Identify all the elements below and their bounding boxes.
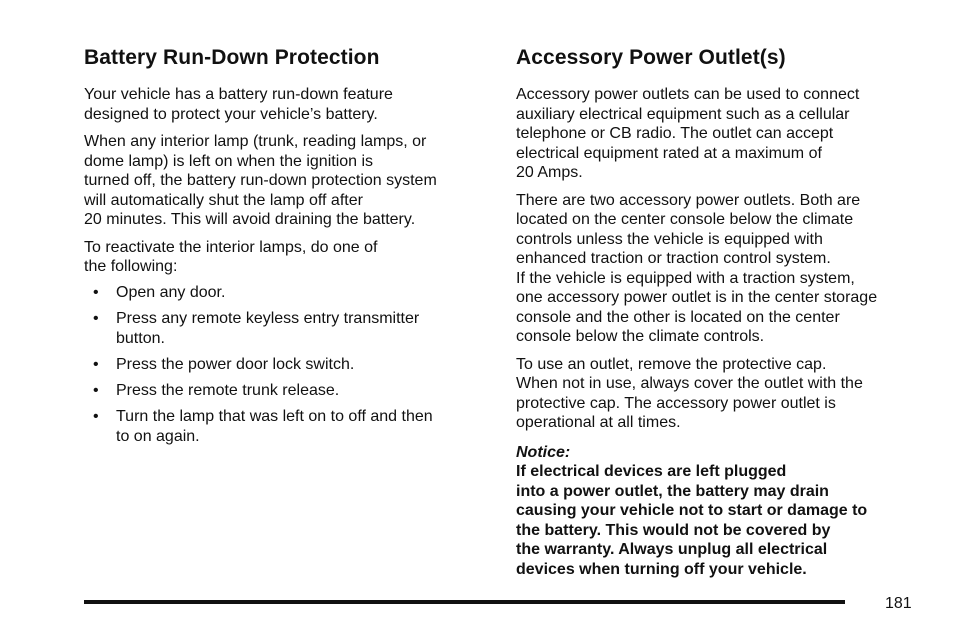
text-line: protective cap. The accessory power outlet is [516,394,836,412]
text-line: dome lamp) is left on when the ignition is [84,152,374,170]
text-line: If electrical devices are left plugged [516,463,787,480]
text-line: Open any door. [116,283,226,301]
reactivate-steps-list [84,283,489,447]
text-line: console and the other is located on the center [516,308,840,326]
text-line: designed to protect your vehicle’s battery. [84,105,378,123]
list-item [84,407,489,447]
outlet-usage-paragraph [516,355,928,433]
text-line: telephone or CB radio. The outlet can accept [516,125,834,142]
text-line: To use an outlet, remove the protective cap. [516,355,827,373]
battery-intro-paragraph [84,85,489,124]
text-line: enhanced traction or traction control system. [516,250,831,267]
text-line: operational at all times. [516,414,681,431]
text-line: Your vehicle has a battery run-down feature [84,86,393,103]
text-line: When not in use, always cover the outlet with the [516,375,863,392]
text-line: 20 minutes. This will avoid draining the battery. [84,211,416,228]
bullet-icon: • [93,407,99,425]
battery-run-down-heading: Battery Run-Down Protection [84,46,380,69]
bullet-icon: • [93,309,99,327]
text-line: into a power outlet, the battery may drain [516,482,829,500]
text-line: console below the climate controls. [516,328,765,345]
outlet-intro-paragraph [516,85,928,183]
text-line: one accessory power outlet is in the center storage [516,289,878,306]
text-line: Press any remote keyless entry transmitter [116,309,420,327]
text-line: turned off, the battery run-down protection system [84,172,437,189]
battery-reactivate-paragraph [84,238,489,277]
page-number: 181 [885,595,912,612]
text-line: the warranty. Always unplug all electrical [516,541,828,558]
outlet-location-paragraph [516,191,928,347]
text-line: to on again. [116,427,200,445]
text-line: causing your vehicle not to start or damage to [516,502,868,519]
text-line: will automatically shut the lamp off after [84,191,363,209]
text-line: Press the power door lock switch. [116,355,355,373]
left-column [84,44,489,453]
notice-label: Notice: [516,443,571,461]
battery-lamp-paragraph [84,132,489,230]
text-line: button. [116,329,165,347]
text-line: auxiliary electrical equipment such as a cellular [516,105,850,123]
text-line: the battery. This would not be covered by [516,521,831,539]
list-item [84,309,489,349]
bullet-icon: • [93,355,99,373]
text-line: controls unless the vehicle is equipped with [516,230,823,248]
text-line: Turn the lamp that was left on to off and then [116,407,433,425]
text-line: devices when turning off your vehicle. [516,560,807,578]
text-line: There are two accessory power outlets. Both are [516,191,861,209]
accessory-power-outlet-heading: Accessory Power Outlet(s) [516,46,786,69]
text-line: located on the center console below the climate [516,211,854,228]
text-line: the following: [84,258,178,275]
list-item [84,355,489,375]
text-line: Accessory power outlets can be used to connect [516,86,860,103]
bullet-icon: • [93,283,99,301]
text-line: If the vehicle is equipped with a traction system, [516,269,855,287]
text-line: electrical equipment rated at a maximum of [516,144,822,162]
list-item [84,283,489,303]
notice-paragraph [516,443,928,580]
right-column [516,44,928,587]
footer-rule [84,600,845,604]
list-item [84,381,489,401]
text-line: Press the remote trunk release. [116,381,340,399]
text-line: To reactivate the interior lamps, do one of [84,238,378,256]
bullet-icon: • [93,381,99,399]
text-line: 20 Amps. [516,164,583,181]
text-line: When any interior lamp (trunk, reading lamps, or [84,133,427,150]
